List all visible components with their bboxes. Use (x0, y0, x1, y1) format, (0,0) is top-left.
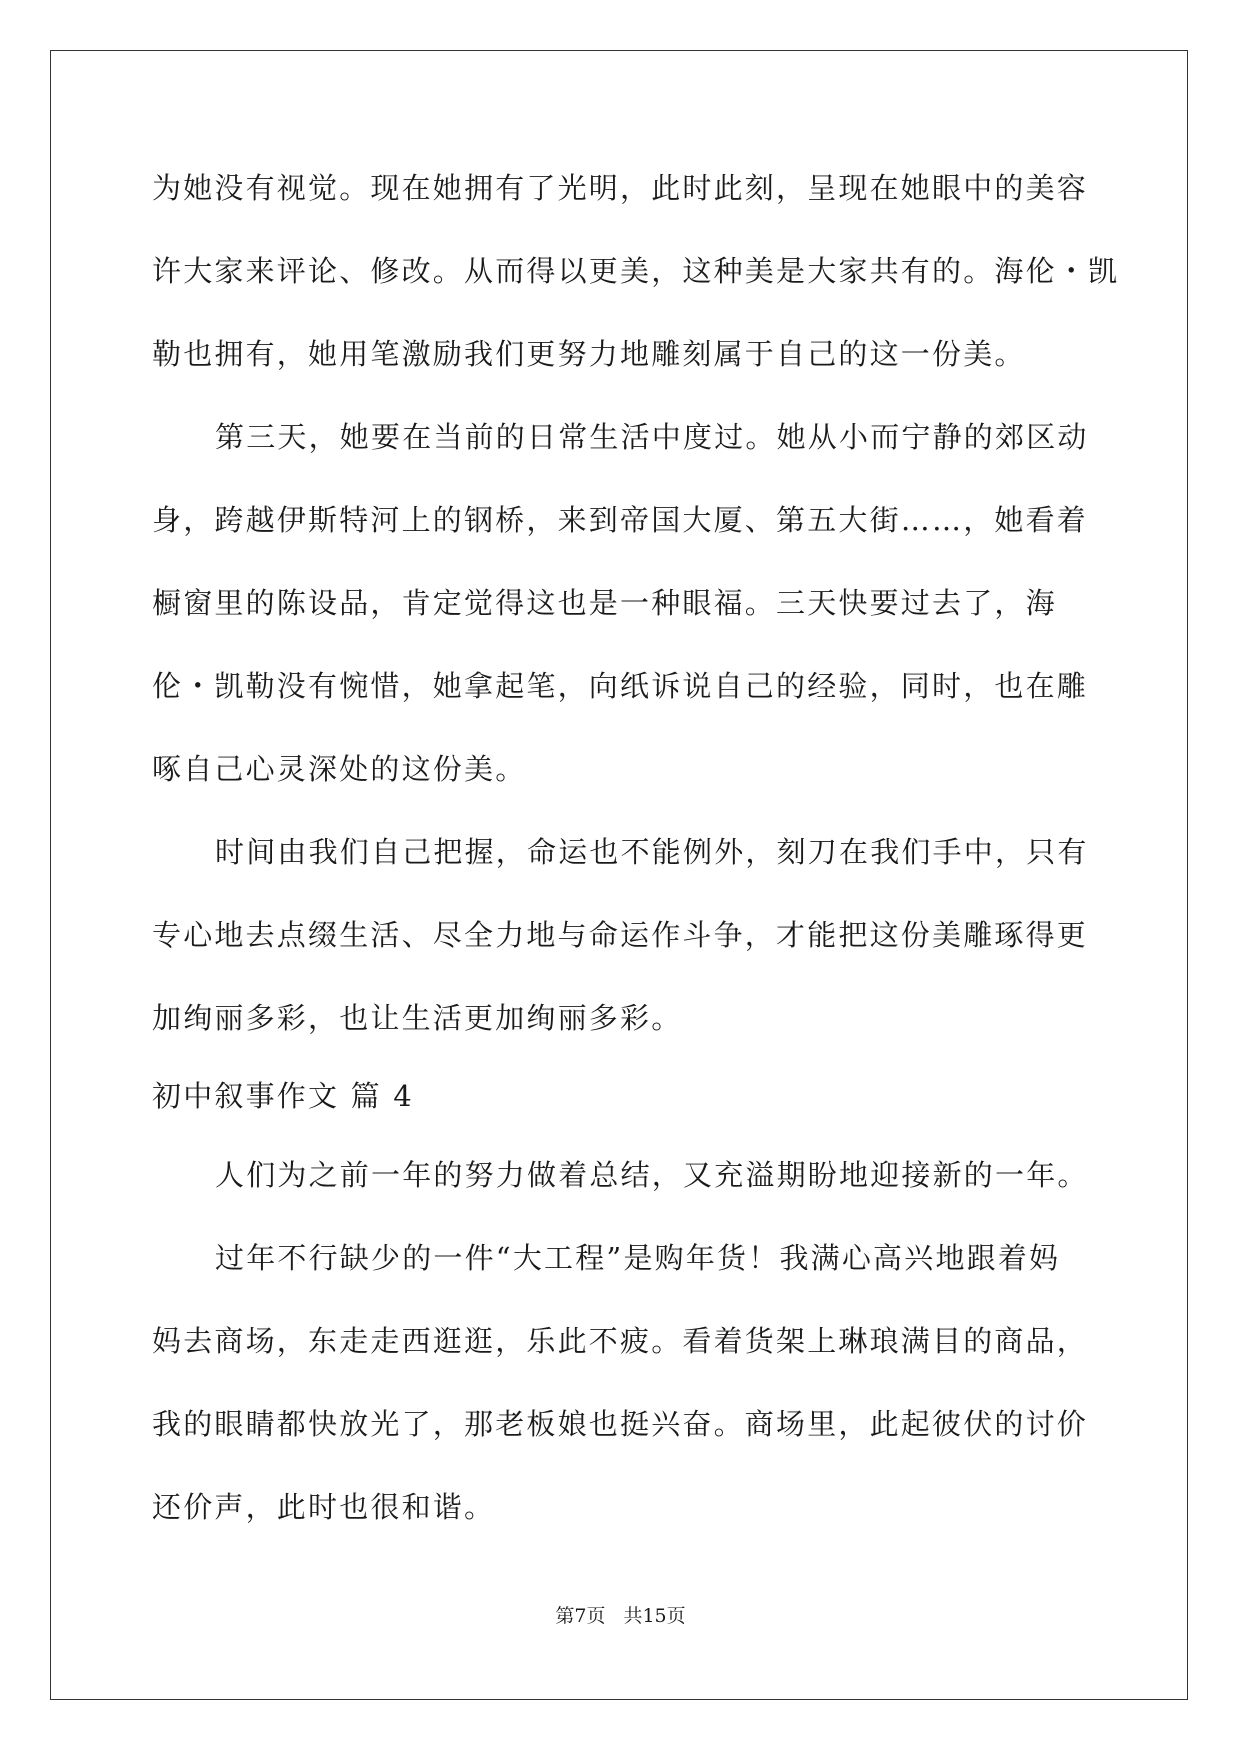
paragraph-line: 伦・凯勒没有惋惜，她拿起笔，向纸诉说自己的经验，同时，也在雕 (152, 669, 1089, 703)
paragraph-line: 人们为之前一年的努力做着总结，又充溢期盼地迎接新的一年。 (215, 1158, 1089, 1192)
paragraph-line: 过年不行缺少的一件“大工程”是购年货！我满心高兴地跟着妈 (215, 1241, 1061, 1275)
paragraph-line: 第三天，她要在当前的日常生活中度过。她从小而宁静的郊区动 (215, 420, 1089, 454)
paragraph-line: 身，跨越伊斯特河上的钢桥，来到帝国大厦、第五大街……，她看着 (152, 503, 1089, 537)
paragraph-line: 为她没有视觉。现在她拥有了光明，此时此刻，呈现在她眼中的美容 (152, 171, 1089, 205)
paragraph-line: 橱窗里的陈设品，肯定觉得这也是一种眼福。三天快要过去了，海 (152, 586, 1057, 620)
page-footer (0, 1604, 1241, 1628)
paragraph-line: 啄自己心灵深处的这份美。 (152, 752, 527, 786)
paragraph-line: 勒也拥有，她用笔激励我们更努力地雕刻属于自己的这一份美。 (152, 337, 1026, 371)
paragraph-line: 还价声，此时也很和谐。 (152, 1490, 496, 1524)
page-number: 第7页 (555, 1605, 606, 1627)
paragraph-line: 我的眼睛都快放光了，那老板娘也挺兴奋。商场里，此起彼伏的讨价 (152, 1407, 1089, 1441)
page-total: 共15页 (623, 1605, 686, 1627)
paragraph-line: 妈去商场，东走走西逛逛，乐此不疲。看着货架上琳琅满目的商品， (152, 1324, 1089, 1358)
paragraph-line: 时间由我们自己把握，命运也不能例外，刻刀在我们手中，只有 (215, 835, 1089, 869)
paragraph-line: 专心地去点缀生活、尽全力地与命运作斗争，才能把这份美雕琢得更 (152, 918, 1089, 952)
paragraph-line: 许大家来评论、修改。从而得以更美，这种美是大家共有的。海伦・凯 (152, 254, 1120, 288)
page-border (50, 50, 1188, 1700)
paragraph-line: 加绚丽多彩，也让生活更加绚丽多彩。 (152, 1001, 683, 1035)
section-heading: 初中叙事作文 篇 4 (152, 1079, 414, 1113)
